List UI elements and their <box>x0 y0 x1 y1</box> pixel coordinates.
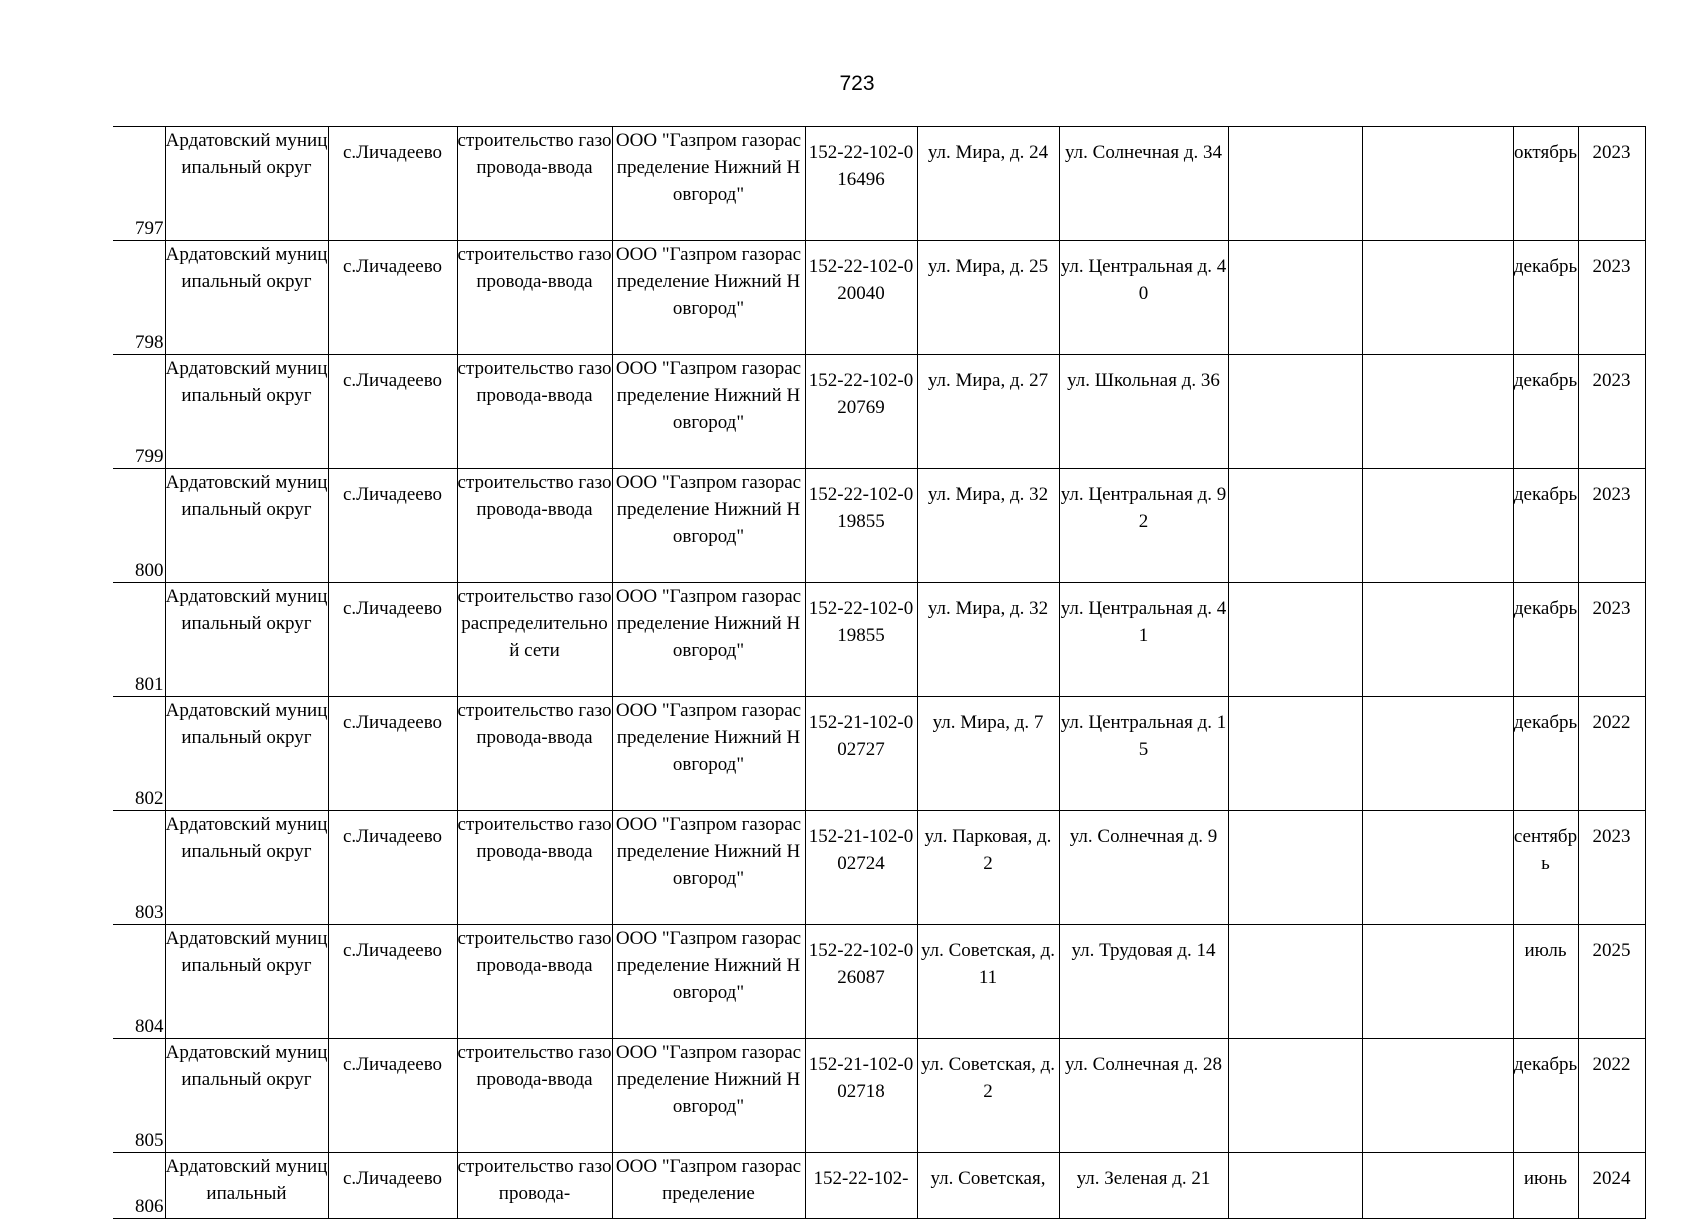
work-type-cell: строительство газопровода-ввода <box>457 241 612 355</box>
empty-cell-1 <box>1228 925 1362 1039</box>
organization-cell: ООО "Газпром газораспределение Нижний Новгород" <box>612 127 805 241</box>
village-cell: с.Личадеево <box>328 697 457 811</box>
empty-cell-2 <box>1362 811 1513 925</box>
empty-cell-1 <box>1228 127 1362 241</box>
empty-cell-1 <box>1228 583 1362 697</box>
work-type-cell: строительство газопровода-ввода <box>457 355 612 469</box>
row-number-cell <box>113 127 165 241</box>
empty-cell-2 <box>1362 583 1513 697</box>
district-cell: Ардатовский муниципальный округ <box>165 697 328 811</box>
row-number-cell <box>113 925 165 1039</box>
empty-cell-2 <box>1362 1039 1513 1153</box>
row-number-cell <box>113 583 165 697</box>
district-cell: Ардатовский муниципальный округ <box>165 1039 328 1153</box>
district-cell: Ардатовский муниципальный округ <box>165 355 328 469</box>
organization-cell: ООО "Газпром газораспределение Нижний Новгород" <box>612 583 805 697</box>
organization-cell: ООО "Газпром газораспределение Нижний Новгород" <box>612 355 805 469</box>
object-address-cell: ул. Трудовая д. 14 <box>1059 925 1228 1039</box>
empty-cell-2 <box>1362 127 1513 241</box>
district-cell: Ардатовский муниципальный округ <box>165 811 328 925</box>
register-table <box>113 126 1646 1219</box>
table-row <box>113 1153 1645 1219</box>
table-row <box>113 241 1645 355</box>
month-cell: сентябрь <box>1513 811 1578 925</box>
year-cell: 2022 <box>1578 697 1645 811</box>
row-number: 799 <box>135 446 164 467</box>
empty-cell-2 <box>1362 1153 1513 1219</box>
year-cell: 2025 <box>1578 925 1645 1039</box>
year-cell: 2023 <box>1578 241 1645 355</box>
address-cell: ул. Советская, д. 11 <box>917 925 1059 1039</box>
year-cell: 2022 <box>1578 1039 1645 1153</box>
month-cell: декабрь <box>1513 241 1578 355</box>
application-code-cell: 152-22-102- <box>805 1153 917 1219</box>
empty-cell-2 <box>1362 241 1513 355</box>
application-code-cell: 152-22-102-016496 <box>805 127 917 241</box>
month-cell: декабрь <box>1513 583 1578 697</box>
empty-cell-2 <box>1362 355 1513 469</box>
object-address-cell: ул. Зеленая д. 21 <box>1059 1153 1228 1219</box>
application-code-cell: 152-21-102-002718 <box>805 1039 917 1153</box>
row-number: 806 <box>135 1196 164 1217</box>
empty-cell-1 <box>1228 1039 1362 1153</box>
row-number-cell <box>113 697 165 811</box>
empty-cell-1 <box>1228 697 1362 811</box>
page-number: 723 <box>839 72 875 95</box>
village-cell: с.Личадеево <box>328 241 457 355</box>
village-cell: с.Личадеево <box>328 811 457 925</box>
year-cell: 2024 <box>1578 1153 1645 1219</box>
object-address-cell: ул. Солнечная д. 34 <box>1059 127 1228 241</box>
table-row <box>113 127 1645 241</box>
address-cell: ул. Мира, д. 32 <box>917 469 1059 583</box>
month-cell: июль <box>1513 925 1578 1039</box>
year-cell: 2023 <box>1578 811 1645 925</box>
row-number: 803 <box>135 902 164 923</box>
object-address-cell: ул. Центральная д. 15 <box>1059 697 1228 811</box>
address-cell: ул. Мира, д. 25 <box>917 241 1059 355</box>
application-code-cell: 152-22-102-020040 <box>805 241 917 355</box>
table-body <box>113 127 1645 1219</box>
row-number: 804 <box>135 1016 164 1037</box>
row-number-cell <box>113 1039 165 1153</box>
address-cell: ул. Советская, <box>917 1153 1059 1219</box>
row-number: 801 <box>135 674 164 695</box>
district-cell: Ардатовский муниципальный округ <box>165 583 328 697</box>
year-cell: 2023 <box>1578 127 1645 241</box>
work-type-cell: строительство газопровода-ввода <box>457 925 612 1039</box>
empty-cell-2 <box>1362 469 1513 583</box>
table-row <box>113 697 1645 811</box>
address-cell: ул. Мира, д. 7 <box>917 697 1059 811</box>
application-code-cell: 152-22-102-019855 <box>805 469 917 583</box>
object-address-cell: ул. Центральная д. 92 <box>1059 469 1228 583</box>
empty-cell-1 <box>1228 241 1362 355</box>
empty-cell-1 <box>1228 1153 1362 1219</box>
work-type-cell: строительство газопровода-ввода <box>457 811 612 925</box>
application-code-cell: 152-21-102-002727 <box>805 697 917 811</box>
village-cell: с.Личадеево <box>328 1153 457 1219</box>
application-code-cell: 152-22-102-026087 <box>805 925 917 1039</box>
address-cell: ул. Парковая, д. 2 <box>917 811 1059 925</box>
work-type-cell: строительство газопровода-ввода <box>457 697 612 811</box>
table-row <box>113 469 1645 583</box>
address-cell: ул. Мира, д. 24 <box>917 127 1059 241</box>
year-cell: 2023 <box>1578 583 1645 697</box>
work-type-cell: строительство газораспределительной сети <box>457 583 612 697</box>
village-cell: с.Личадеево <box>328 1039 457 1153</box>
organization-cell: ООО "Газпром газораспределение Нижний Новгород" <box>612 811 805 925</box>
row-number-cell <box>113 469 165 583</box>
application-code-cell: 152-22-102-020769 <box>805 355 917 469</box>
month-cell: октябрь <box>1513 127 1578 241</box>
application-code-cell: 152-21-102-002724 <box>805 811 917 925</box>
table-row <box>113 925 1645 1039</box>
row-number: 800 <box>135 560 164 581</box>
organization-cell: ООО "Газпром газораспределение Нижний Новгород" <box>612 697 805 811</box>
district-cell: Ардатовский муниципальный округ <box>165 925 328 1039</box>
address-cell: ул. Мира, д. 27 <box>917 355 1059 469</box>
row-number-cell <box>113 811 165 925</box>
address-cell: ул. Советская, д. 2 <box>917 1039 1059 1153</box>
work-type-cell: строительство газопровода- <box>457 1153 612 1219</box>
empty-cell-2 <box>1362 697 1513 811</box>
object-address-cell: ул. Центральная д. 41 <box>1059 583 1228 697</box>
month-cell: декабрь <box>1513 355 1578 469</box>
district-cell: Ардатовский муниципальный округ <box>165 241 328 355</box>
table-row <box>113 811 1645 925</box>
district-cell: Ардатовский муниципальный <box>165 1153 328 1219</box>
district-cell: Ардатовский муниципальный округ <box>165 127 328 241</box>
organization-cell: ООО "Газпром газораспределение Нижний Новгород" <box>612 925 805 1039</box>
row-number-cell <box>113 1153 165 1219</box>
row-number: 805 <box>135 1130 164 1151</box>
address-cell: ул. Мира, д. 32 <box>917 583 1059 697</box>
village-cell: с.Личадеево <box>328 355 457 469</box>
object-address-cell: ул. Школьная д. 36 <box>1059 355 1228 469</box>
village-cell: с.Личадеево <box>328 925 457 1039</box>
work-type-cell: строительство газопровода-ввода <box>457 469 612 583</box>
village-cell: с.Личадеево <box>328 469 457 583</box>
row-number: 802 <box>135 788 164 809</box>
organization-cell: ООО "Газпром газораспределение Нижний Новгород" <box>612 469 805 583</box>
empty-cell-1 <box>1228 469 1362 583</box>
row-number: 797 <box>135 218 164 239</box>
month-cell: декабрь <box>1513 697 1578 811</box>
month-cell: июнь <box>1513 1153 1578 1219</box>
row-number-cell <box>113 355 165 469</box>
empty-cell-1 <box>1228 355 1362 469</box>
village-cell: с.Личадеево <box>328 127 457 241</box>
object-address-cell: ул. Солнечная д. 28 <box>1059 1039 1228 1153</box>
table-row <box>113 355 1645 469</box>
month-cell: декабрь <box>1513 469 1578 583</box>
year-cell: 2023 <box>1578 469 1645 583</box>
month-cell: декабрь <box>1513 1039 1578 1153</box>
year-cell: 2023 <box>1578 355 1645 469</box>
organization-cell: ООО "Газпром газораспределение Нижний Новгород" <box>612 241 805 355</box>
work-type-cell: строительство газопровода-ввода <box>457 1039 612 1153</box>
organization-cell: ООО "Газпром газораспределение <box>612 1153 805 1219</box>
organization-cell: ООО "Газпром газораспределение Нижний Новгород" <box>612 1039 805 1153</box>
application-code-cell: 152-22-102-019855 <box>805 583 917 697</box>
empty-cell-2 <box>1362 925 1513 1039</box>
empty-cell-1 <box>1228 811 1362 925</box>
village-cell: с.Личадеево <box>328 583 457 697</box>
table-row <box>113 583 1645 697</box>
row-number-cell <box>113 241 165 355</box>
object-address-cell: ул. Центральная д. 40 <box>1059 241 1228 355</box>
district-cell: Ардатовский муниципальный округ <box>165 469 328 583</box>
work-type-cell: строительство газопровода-ввода <box>457 127 612 241</box>
table-row <box>113 1039 1645 1153</box>
row-number: 798 <box>135 332 164 353</box>
object-address-cell: ул. Солнечная д. 9 <box>1059 811 1228 925</box>
